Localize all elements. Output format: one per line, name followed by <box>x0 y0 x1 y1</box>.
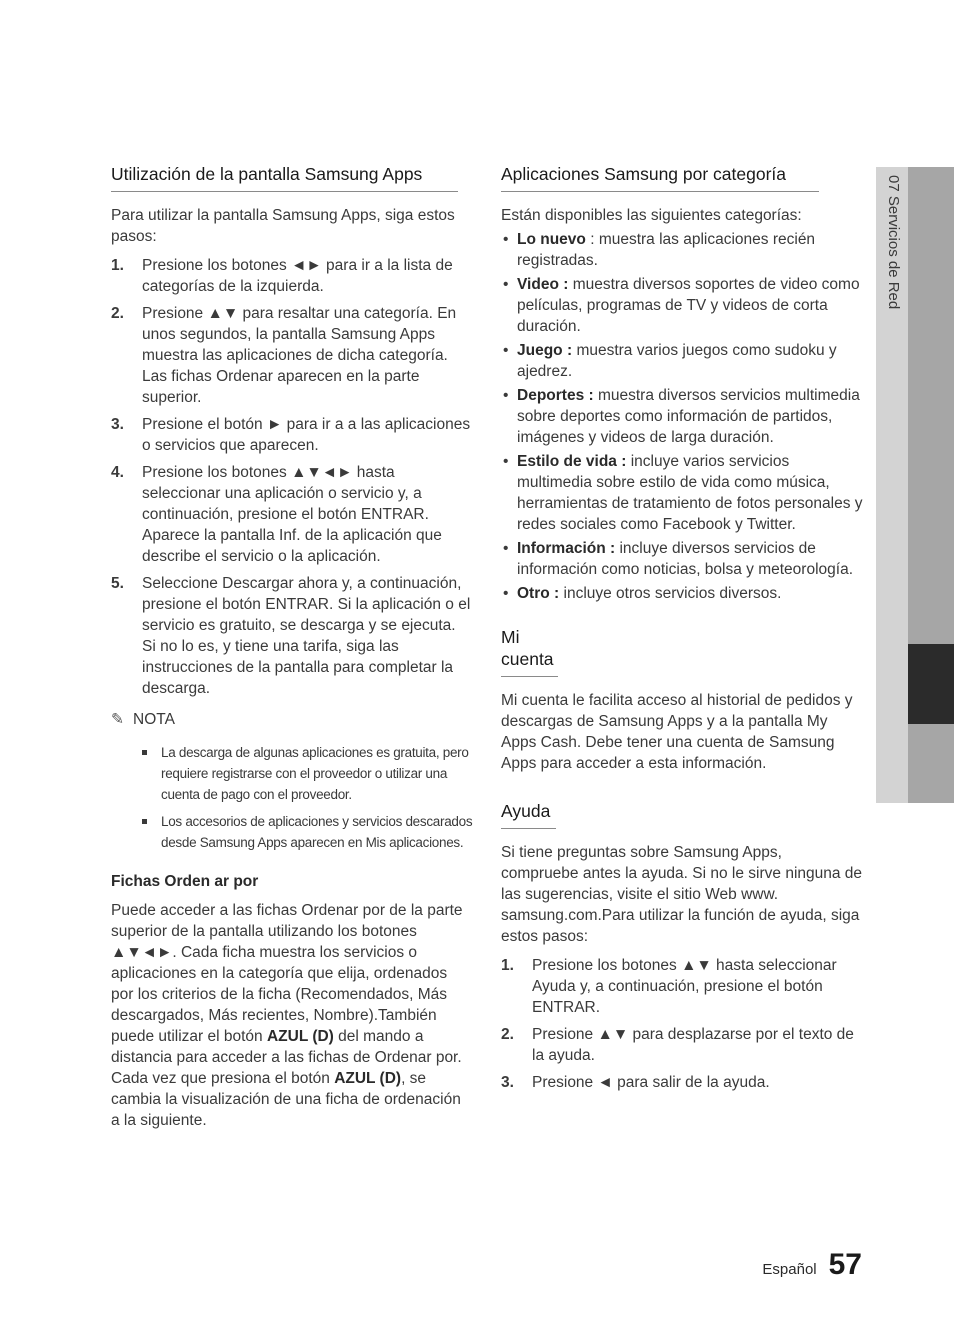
pencil-icon: ✎ <box>111 711 124 728</box>
list-item: • Video : muestra diversos soportes de video como películas, programas de TV y videos de corta duración. <box>503 276 860 335</box>
list-item: • Información : incluye diversos servicios de información como noticias, bolsa y meteorología. <box>503 540 853 578</box>
footer-language: Español <box>762 1261 817 1278</box>
section-title: Utilización de la pantalla Samsung Apps <box>111 163 458 192</box>
section-samsung-apps <box>111 163 473 1131</box>
intro-text: Para utilizar la pantalla Samsung Apps, siga estos pasos: <box>111 207 455 245</box>
note-heading: ✎ NOTA <box>111 711 175 728</box>
side-tab-marker <box>908 644 954 724</box>
list-item: Los accesorios de aplicaciones y servicios descarados desde Samsung Apps aparecen en Mis aplicaciones. <box>111 811 473 853</box>
section-title: Aplicaciones Samsung por categoría <box>501 163 819 192</box>
list-item: • Estilo de vida : incluye varios servicios multimedia sobre estilo de vida como música, herramientas de tratamiento de fotos personales y redes sociales como Facebook y Twitter. <box>503 453 863 533</box>
list-item: 2. Presione ▲▼ para desplazarse por el texto de la ayuda. <box>501 1026 854 1064</box>
section-title: Ayuda <box>501 800 556 829</box>
category-list <box>501 229 863 604</box>
list-item: • Lo nuevo : muestra las aplicaciones recién registradas. <box>503 231 816 269</box>
list-item: 1. Presione los botones ◄► para ir a la lista de categorías de la izquierda. <box>111 257 453 295</box>
section-categories <box>501 163 863 604</box>
account-text: Mi cuenta le facilita acceso al historial de pedidos y descargas de Samsung Apps y a la pantalla My Apps Cash. Debe tener una cuenta de Samsung Apps para acceder a esta información. <box>501 692 853 772</box>
intro-text: Están disponibles las siguientes categorías: <box>501 207 802 224</box>
help-steps-list <box>501 955 863 1093</box>
section-account <box>501 626 863 774</box>
notes-list <box>111 742 473 853</box>
section-help <box>501 800 863 1093</box>
page-footer <box>762 1248 862 1282</box>
list-item: • Juego : muestra varios juegos como sudoku y ajedrez. <box>503 342 837 380</box>
section-title: Mi cuenta <box>501 626 558 677</box>
steps-list <box>111 255 473 699</box>
chapter-label: 07 Servicios de Red <box>885 175 902 310</box>
list-item: • Otro : incluye otros servicios diversos. <box>503 585 782 602</box>
right-column <box>501 163 863 1099</box>
list-item: 3. Presione el botón ► para ir a a las aplicaciones o servicios que aparecen. <box>111 416 471 454</box>
subheading: Fichas Orden ar por <box>111 873 259 890</box>
left-column <box>111 163 473 1131</box>
list-item: 4. Presione los botones ▲▼◄► hasta seleccionar una aplicación o servicio y, a continuación, presione el botón ENTRAR. Aparece la pantalla Inf. de la aplicación que describe el servicio o la aplicación. <box>111 464 442 565</box>
list-item: 1. Presione los botones ▲▼ hasta seleccionar Ayuda y, a continuación, presione el botón ENTRAR. <box>501 957 837 1016</box>
page-number: 57 <box>828 1248 862 1281</box>
list-item: 2. Presione ▲▼ para resaltar una categoría. En unos segundos, la pantalla Samsung Apps muestra las aplicaciones de dicha categoría. Las fichas Ordenar aparecen en la parte superior. <box>111 305 457 406</box>
list-item: 5. Seleccione Descargar ahora y, a continuación, presione el botón ENTRAR. Si la aplicación o el servicio es gratuito, se descarga y se ejecuta. Si no lo es, y tiene una tarifa, siga las instrucciones de la pantalla para completar la descarga. <box>111 575 471 697</box>
sort-text: Puede acceder a las fichas Ordenar por de la parte superior de la pantalla utilizando los botones ▲▼◄►. Cada ficha muestra los servicios o aplicaciones en la categoría que elija, ordenados por los criterios de la ficha (Recomendados, Más descargados, Más recientes, Nombre).También puede utilizar el botón AZUL (D) del mando a distancia para acceder a las fichas de Ordenar por. Cada vez que presiona el botón AZUL (D), se cambia la visualización de una ficha de ordenación a la siguiente. <box>111 902 463 1129</box>
list-item: La descarga de algunas aplicaciones es gratuita, pero requiere registrarse con el proveedor o utilizar una cuenta de pago con el proveedor. <box>111 742 473 805</box>
list-item: 3. Presione ◄ para salir de la ayuda. <box>501 1074 770 1091</box>
list-item: • Deportes : muestra diversos servicios multimedia sobre deportes como información de partidos, imágenes y videos de larga duración. <box>503 387 860 446</box>
help-text: Si tiene preguntas sobre Samsung Apps, compruebe antes la ayuda. Si no le sirve ninguna de las sugerencias, visite el sitio Web www. samsung.com.Para utilizar la función de ayuda, siga estos pasos: <box>501 844 863 945</box>
